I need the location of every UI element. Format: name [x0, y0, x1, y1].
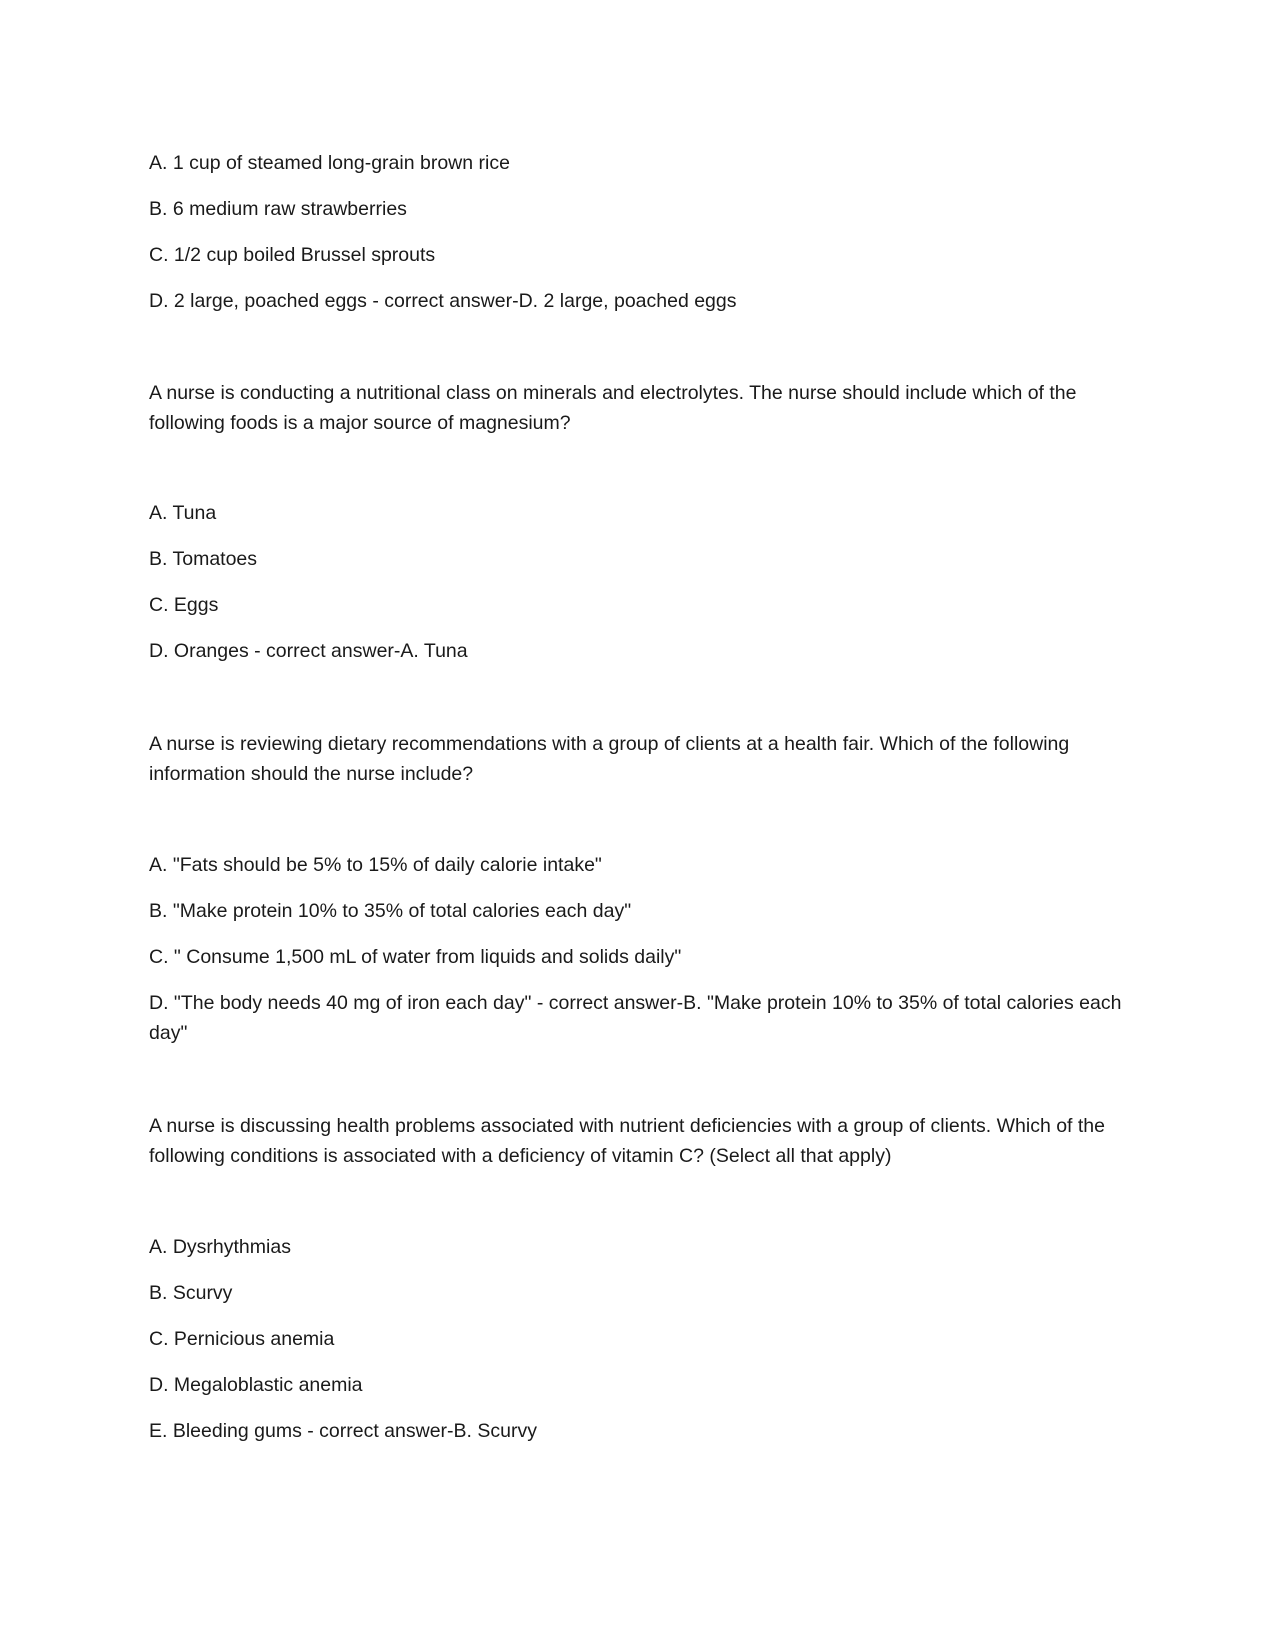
question-text: A nurse is reviewing dietary recommendations with a group of clients at a health fair. Which of the following information should the nurse include?	[149, 733, 1070, 785]
answer-option: C. Pernicious anemia	[149, 1328, 335, 1350]
answer-option-with-correct-answer: D. 2 large, poached eggs - correct answer-D. 2 large, poached eggs	[149, 290, 737, 312]
question-text: A nurse is discussing health problems associated with nutrient deficiencies with a group of clients. Which of the following conditions is associated with a deficiency of vitamin C? (Select all that apply)	[149, 1115, 1105, 1167]
answer-option: A. 1 cup of steamed long-grain brown rice	[149, 152, 510, 174]
answer-option-with-correct-answer: E. Bleeding gums - correct answer-B. Scurvy	[149, 1420, 537, 1442]
answer-option: B. "Make protein 10% to 35% of total calories each day"	[149, 900, 632, 922]
answer-option: A. "Fats should be 5% to 15% of daily calorie intake"	[149, 854, 602, 876]
answer-option: D. Megaloblastic anemia	[149, 1374, 363, 1396]
answer-option: A. Dysrhythmias	[149, 1236, 291, 1258]
answer-option: C. " Consume 1,500 mL of water from liquids and solids daily"	[149, 946, 682, 968]
answer-option-with-correct-answer: D. Oranges - correct answer-A. Tuna	[149, 640, 468, 662]
answer-option-with-correct-answer: D. "The body needs 40 mg of iron each day" - correct answer-B. "Make protein 10% to 35% of total calories each day"	[149, 992, 1122, 1044]
answer-option: B. 6 medium raw strawberries	[149, 198, 407, 220]
question-text: A nurse is conducting a nutritional class on minerals and electrolytes. The nurse should include which of the following foods is a major source of magnesium?	[149, 382, 1077, 434]
answer-option: C. Eggs	[149, 594, 219, 616]
answer-option: B. Tomatoes	[149, 548, 258, 570]
answer-option: A. Tuna	[149, 502, 217, 524]
answer-option: C. 1/2 cup boiled Brussel sprouts	[149, 244, 436, 266]
answer-option: B. Scurvy	[149, 1282, 233, 1304]
